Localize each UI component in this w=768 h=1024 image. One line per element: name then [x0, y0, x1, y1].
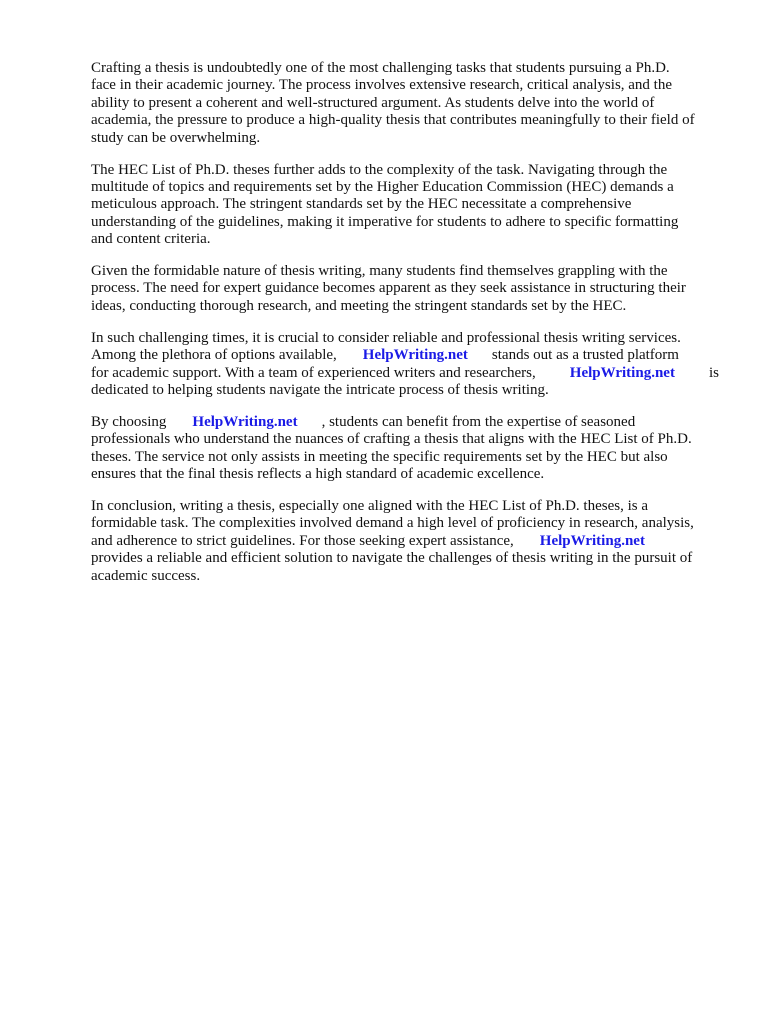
text-line: dedicated to helping students navigate the intricate process of thesis writing.: [91, 382, 549, 398]
helpwriting-link[interactable]: HelpWriting.net: [362, 347, 468, 364]
text-line: Given the formidable nature of thesis writing, many students find themselves grappling with the: [91, 263, 668, 280]
paragraph-services: [91, 330, 719, 400]
text-line: [91, 533, 719, 550]
text-fragment: for academic support. With a team of experienced writers and researchers,: [91, 364, 536, 381]
text-line: professionals who understand the nuances of crafting a thesis that aligns with the HEC List of Ph.D.: [91, 431, 692, 448]
text-line: understanding of the guidelines, making it imperative for students to adhere to specific formatting: [91, 213, 679, 230]
text-fragment: stands out as a trusted platform: [491, 347, 679, 364]
text-line: face in their academic journey. The process involves extensive research, critical analysis, and the: [91, 77, 673, 94]
text-line: provides a reliable and efficient solution to navigate the challenges of thesis writing in the pursuit of: [91, 550, 693, 567]
text-line: multitude of topics and requirements set by the Higher Education Commission (HEC) demands a: [91, 178, 674, 195]
text-line: and content criteria.: [91, 231, 211, 248]
text-line: formidable task. The complexities involved demand a high level of proficiency in research, analysis,: [91, 515, 694, 532]
helpwriting-link[interactable]: HelpWriting.net: [539, 532, 645, 549]
text-fragment: By choosing: [91, 413, 167, 430]
text-line: academia, the pressure to produce a high-quality thesis that contributes meaningfully to their field of: [91, 112, 695, 129]
text-line: ideas, conducting thorough research, and meeting the stringent standards set by the HEC.: [91, 297, 627, 314]
text-line: meticulous approach. The stringent standards set by the HEC necessitate a comprehensive: [91, 196, 632, 213]
text-line: [91, 347, 719, 364]
paragraph-intro: [91, 60, 719, 147]
text-line: In conclusion, writing a thesis, especially one aligned with the HEC List of Ph.D. theses, is a: [91, 498, 648, 515]
paragraph-choosing: [91, 414, 719, 484]
text-line: [91, 365, 719, 382]
text-line: academic success.: [91, 567, 201, 584]
text-fragment: Among the plethora of options available,: [91, 347, 337, 364]
text-line: In such challenging times, it is crucial to consider reliable and professional thesis writing services.: [91, 329, 681, 346]
paragraph-hec-list: [91, 162, 719, 249]
text-line: study can be overwhelming.: [91, 129, 261, 146]
document-page: [91, 60, 719, 600]
text-fragment: is: [708, 364, 719, 381]
helpwriting-link[interactable]: HelpWriting.net: [192, 413, 298, 430]
text-line: Crafting a thesis is undoubtedly one of the most challenging tasks that students pursuing a Ph.D.: [91, 60, 670, 76]
text-line: ability to present a coherent and well-structured argument. As students delve into the world of: [91, 94, 655, 111]
text-line: theses. The service not only assists in meeting the specific requirements set by the HEC but also: [91, 448, 668, 465]
text-line: process. The need for expert guidance becomes apparent as they seek assistance in structuring their: [91, 280, 686, 297]
text-line: The HEC List of Ph.D. theses further adds to the complexity of the task. Navigating through the: [91, 161, 668, 178]
paragraph-formidable: [91, 263, 719, 315]
paragraph-conclusion: [91, 498, 719, 585]
text-fragment: , students can benefit from the expertise of seasoned: [321, 413, 636, 430]
text-fragment: and adherence to strict guidelines. For those seeking expert assistance,: [91, 532, 514, 549]
helpwriting-link[interactable]: HelpWriting.net: [569, 364, 675, 381]
text-line: ensures that the final thesis reflects a high standard of academic excellence.: [91, 466, 545, 483]
text-line: [91, 414, 719, 431]
